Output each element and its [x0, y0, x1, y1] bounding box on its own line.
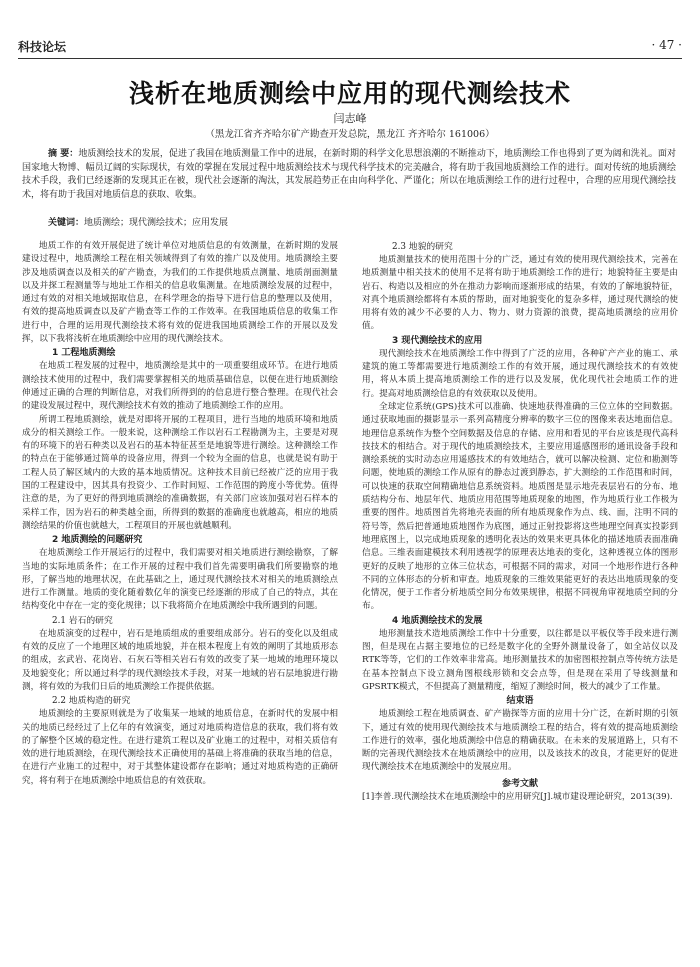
keywords-text: 地质测绘；现代测绘技术；应用发展 — [84, 218, 229, 228]
left-column — [22, 240, 338, 788]
journal-name: 科技论坛 — [18, 40, 67, 54]
article-title: 浅析在地质测绘中应用的现代测绘技术 — [128, 79, 571, 108]
body-paragraph: 在地质演变的过程中，岩石是地质组成的重要组成部分。岩石的变化以及组成有效的反应了一个地理区域的地质地貌，并在根本程度上有效的阐明了其地质形态的组成，玄武岩、花岗岩、石灰石等相关岩石有效的改变了某一地域的地理环境以及地貌变化；所以通过科学的现代测绘技术手段，对某一地域的岩石层地貌进行勘测，将有效的为我们日后的地质测绘工作提供依据。 — [22, 628, 338, 692]
body-paragraph: 所谓工程地质测绘，就是对即将开展的工程项目，进行当地的地质环境和地质成分的相关测绘工作。一般来说，这种测绘工作以岩石工程勘测为主，主要是对现有的环境下的岩石种类以及岩石的基本特征甚至是地貌等进行测绘。这种测绘工作的特点在于能够通过简单的设备应用，得到一个较为全面的信息，也就是说有助于工程人员了解区域内的大致的基本地质情况。这种技术目前已经被广泛的应用于我国的工程建设中，因其具有投资少、工作时间短、工作范围的跨度小等优势。值得注意的是，为了更好的得到地质测绘的准确数据，有关部门应该加强对岩石样本的采样工作，因为岩石的种类越全面，所得到的数据的准确度也就越高，相应的地质测绘结果的价值也就越大，工程项目的开展也就越顺利。 — [22, 414, 338, 531]
section-heading: 1 工程地质测绘 — [52, 348, 116, 359]
section-heading: 3 现代测绘技术的应用 — [392, 335, 483, 346]
body-paragraph: 现代测绘技术在地质测绘工作中得到了广泛的应用，各种矿产产业的施工、承建筑的施工等都需要进行地质测绘工作的有效开展，通过现代测绘技术的有效使用，将从本质上提高地质测绘工作的进行以及发展，优化现代社会地质工作的进行。提高对地质测绘信息的有效获取以及使用。 — [362, 348, 678, 399]
section-heading: 2 地质测绘的问题研究 — [52, 535, 143, 546]
section-heading: 4 地质测绘技术的发展 — [392, 615, 483, 626]
body-paragraph: 地质测量技术的使用范围十分的广泛，通过有效的使用现代测绘技术，完善在地质测量中相关技术的使用不足将有助于地质测绘工作的进行；地貌特征主要是由岩石、构造以及相应的外在推动力影响而逐渐形成的结果，有效的了解地貌特征，对真个地质测绘都将有本质的帮助，面对地貌变化的复杂多样，通过现代测绘的使用将有效的减少不必要的人力、物力、财力资源的浪费，提高地质测绘的应用价值。 — [362, 255, 678, 332]
body-paragraph: 在地质测绘工作开展运行的过程中，我们需要对相关地质进行测绘勘察，了解当地的实际地质条件；在工作开展的过程中我们首先需要明确我们所要勘察的地形，了解当地的地理状况，在此基础之上，通过现代测绘技术对相关的地质测绘点进行工作测量。地质的变化随着数亿年的演变已经逐渐的形成了自己的特点，其在结构变化中存在一定的变化规律；以下我将简介在地质测绘中我所遇到的问题。 — [22, 548, 338, 612]
keywords-label: 关键词： — [48, 218, 85, 228]
subsection-heading: 2.3 地貌的研究 — [392, 242, 453, 252]
abstract — [22, 148, 676, 202]
body-paragraph: 在地质工程发展的过程中，地质测绘是其中的一项重要组成环节。在进行地质测绘技术使用的过程中，我们需要掌握相关的地质基础信息，以便在进行地质测绘伸通过正确的合理的判断信息，对我们所得到的的信息进行整合整理。在现代社会的建设发展过程中，现代测绘技术有效的推动了地质测绘工作的应用。 — [22, 361, 338, 412]
keywords — [22, 217, 676, 230]
references-heading: 参考文献 — [501, 778, 538, 789]
body-paragraph: 地质测绘工程在地质调查、矿产勘探等方面的应用十分广泛，在新时期的引领下，通过有效的使用现代测绘技术与地质测绘工程的结合，将有效的提高地质测绘工作进行的效率，强化地质测绘中信息的精确获取。在未来的发展道路上，只有不断的完善现代测绘技术在地质测绘中的应用，以及该技术的改良，才能更好的促进现代测绘技术在地质测绘中的发展应用。 — [362, 709, 678, 773]
section-heading: 结束语 — [506, 696, 534, 707]
reference-item: [1]李普.现代测绘技术在地质测绘中的应用研究[J].城市建设理论研究，2013(39). — [362, 791, 673, 802]
article-author: 闫志峰 — [333, 112, 367, 125]
running-head — [18, 38, 682, 56]
abstract-text: 地质测绘技术的发展，促进了我国在地质测量工作中的进展，在新时期的科学文化思想浪潮的不断推动下，地质测绘工作也得到了更为阔和洗礼。面对国家地大物博、幅员辽阔的实际现状，有效的掌握在发展过程中地质测绘技术与现代科学技术的完美融合，将有助于我国地质测绘工作的进行。面对传统的地质测绘技术手段，我们已经逐渐的发现其正在被，现代社会逐渐的淘汰，其发展趋势正在由向科学化、严谨化；所以在地质测绘工作的进行过程中，合理的应用现代测绘技术，将有助于我国对地质信息的获取、收集。 — [22, 149, 676, 200]
body-paragraph: 地质测绘的主要原则就是为了收集某一地域的地质信息，在新时代的发展中相关的地质已经经过了上亿年的有效演变，通过对地质构造信息的获取，我们将有效的了解整个区域的稳定性。在进行建筑工程以及矿业施工的过程中，对相关质信有效的进行地质测绘，在现代测绘技术正确使用的基础上将准确的获取当地的信息，在进行产业施工的过程中，对于其整体建设都存在影响；通过对地质构造的正确研究，将有利于在地质测绘中地质信息的有效获取。 — [22, 709, 338, 786]
right-column — [362, 240, 678, 804]
body-paragraph: 地形测量技术造地质测绘工作中十分重要，以往都是以平板仪等手段来进行测图，但是现在占据主要地位的已经是数字化的全野外测量设备了，如全站仪以及RTK等等，它们的工作效率非常高。地形测量技术的加密图根控制点等传统方法是在基本控制点下设立测角图根线形锁和交会点等，但是现在采用了导线测量和GPSRTK模式，不但提高了测量精度，缩短了测绘时间，极大的减少了工作量。 — [362, 628, 678, 692]
abstract-label: 摘 要： — [48, 149, 79, 159]
subsection-heading: 2.2 地质构造的研究 — [52, 696, 131, 707]
body-paragraph: 全球定位系统(GPS)技术可以准确、快速地获得准确的三位立体的空间数据。通过获取地面的摄影显示一系列高精度分辨率的数字三位的图像来表达地面信息。地理信息系统作为整个空间数据及信息的存储、应用和看见的平台应该是现代高科技技术的相结合。对于现代的地质测绘技术，主要应用遥感图形的通讯设备手段和测绘系统的实时动态应用遥感技术的有效地结合，就可以解决检测、定位和勘测等问题，使地质的测绘工作从原有的静态过渡到静态，扩大测绘的工作范围和时间，可以快速的获取空间精确地信息系统资料。地质图是显示地壳表层岩石的分布、地质结构分布、地层年代、地质应用范围等地质现象的地图，作为地质行业工作极为重要的图件。地质图首先将地壳表面的所有地质现象作为点、线、面，注明不同的符号等，然后把普通地质地图作为底图，通过正射投影将这些地理空间真实投影到地理底图上，以完成地质现象的透明化表达的效果来更具体化的描述地质表面准确信息。三维表面建模技术利用透视学的原理表达地表的变化，这种透视立体的图形更好的反映了地形的立体三位状态，可根据不同的需求，对同一个地形作进行各种不同的立体形态的分析和审查。地质现象的三维效果能更好的表达出地质现象的变化情况，便于工作者分析地质空间分布效果规律，根据不同视角审视地质空间的分布。 — [362, 401, 678, 612]
page-number: · 47 · — [651, 38, 682, 52]
header-rule — [18, 58, 682, 59]
article-affiliation: （黑龙江省齐齐哈尔矿产勘查开发总院，黑龙江 齐齐哈尔 161006） — [205, 129, 495, 140]
subsection-heading: 2.1 岩石的研究 — [52, 615, 113, 626]
body-paragraph: 地质工作的有效开展促进了统计单位对地质信息的有效测量，在新时期的发展建设过程中，地质测绘工程在相关领域得到了有效的推广以及使用。地质测绘主要涉及地质调查以及相关的矿产勘查，为我们的工作提供地质点测量、地质剖面测量以及并探工程测量等与地址工作相关的信息收集测量。在地质测绘发展的过程中，通过有效的对相关地域据取信息，在科学理念的指导下进行信息的整理以及使用，有效的提高地质调查以及矿产勘查等工作的工作效率。在我国地质信息的收集工作进行中，合理的运用现代测绘技术将有效的促进我国地质测绘工作的开展以及发挥，以下我将浅析在地质测绘中应用的现代测绘技术。 — [22, 241, 338, 345]
